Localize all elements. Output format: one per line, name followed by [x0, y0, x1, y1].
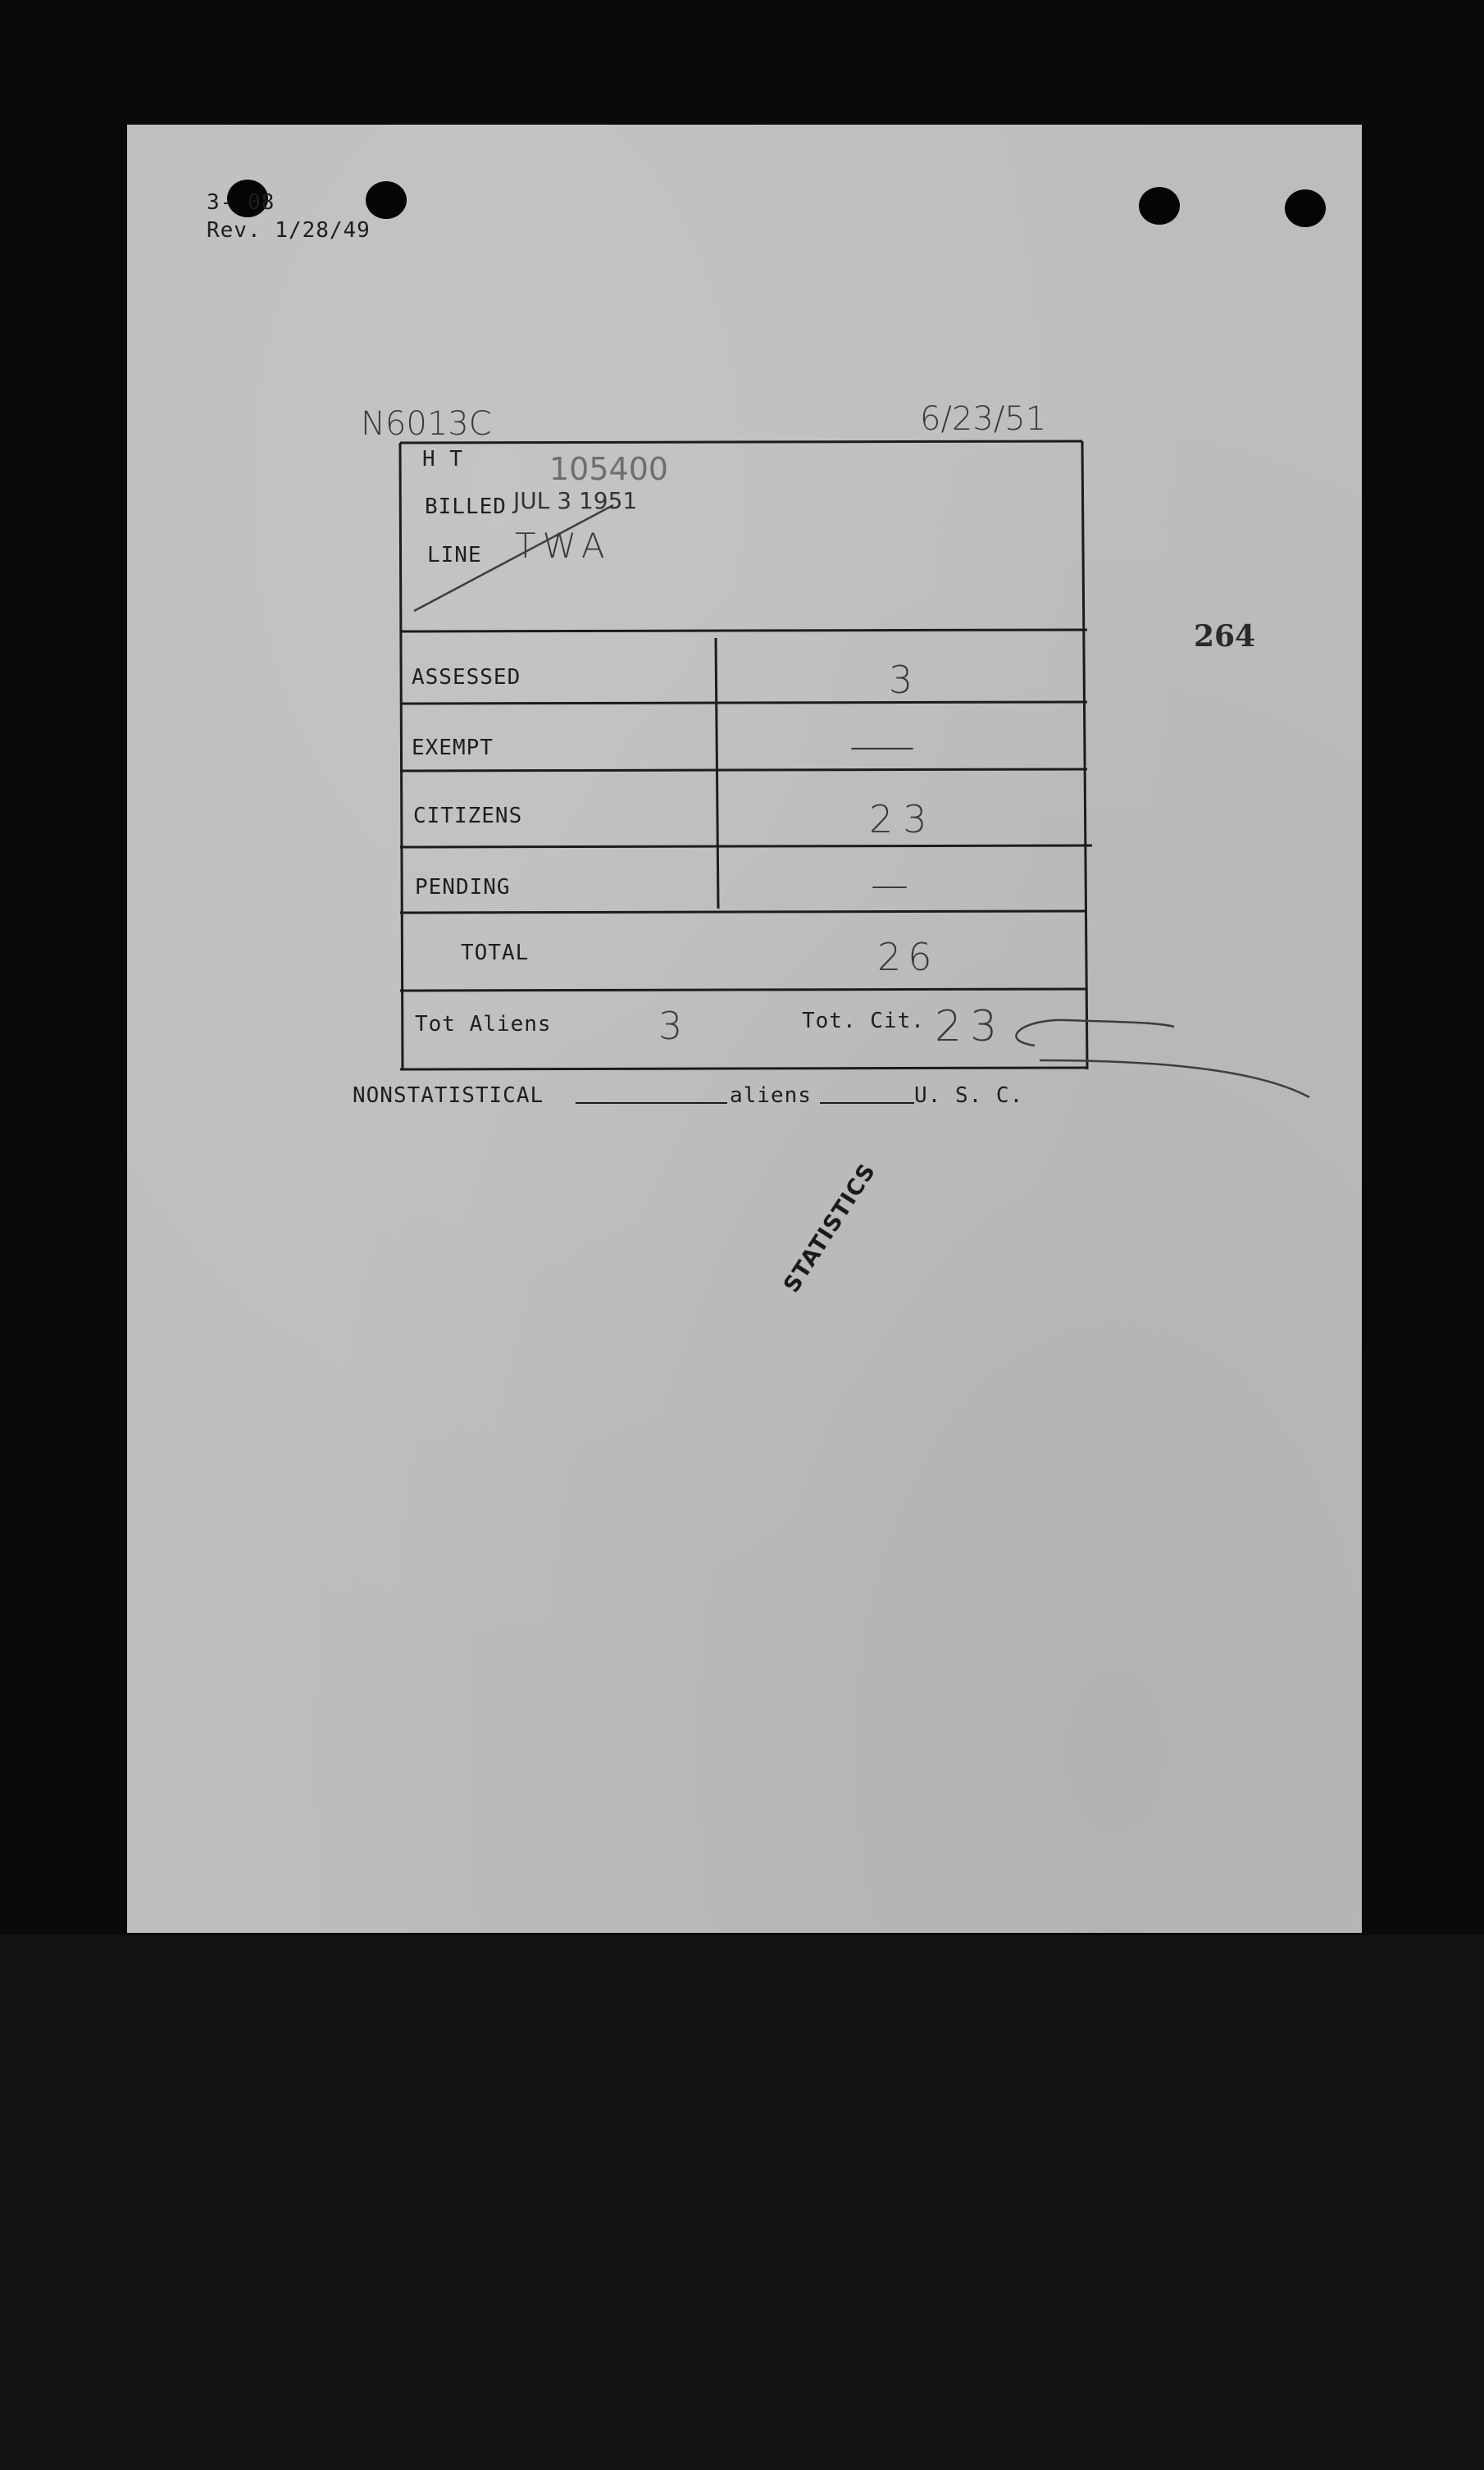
tot-aliens-value: 3: [658, 1004, 683, 1048]
statistics-stamp: STATISTICS: [779, 1159, 881, 1297]
row-divider: [400, 769, 1087, 771]
line-label: LINE: [427, 543, 482, 567]
row-label-citizens: CITIZENS: [413, 804, 523, 828]
table-border-top: [400, 441, 1082, 443]
row-value-assessed: 3: [889, 658, 913, 702]
page-number: 264: [1194, 619, 1256, 654]
row-divider: [400, 911, 1087, 913]
form-number: 3- 08: [207, 190, 275, 215]
tot-citizens-label: Tot. Cit.: [802, 1009, 925, 1033]
row-divider: [400, 845, 1092, 847]
stamped-number: 105400: [549, 451, 669, 487]
row-value-pending: —: [871, 863, 908, 907]
usc-label: U. S. C.: [914, 1083, 1024, 1108]
handwritten-date: 6/23/51: [920, 400, 1047, 438]
signature-mark: [1016, 1020, 1174, 1046]
aliens-label: aliens: [730, 1083, 812, 1108]
billed-date-stamp: JUL 3 1951: [513, 487, 638, 514]
aircraft-registration: N6013C: [361, 405, 492, 443]
row-value-exempt: —: [848, 722, 917, 771]
line-value: TWA: [515, 526, 612, 566]
row-divider: [400, 702, 1087, 704]
row-label-pending: PENDING: [415, 875, 511, 900]
table-border-bottom: [400, 1068, 1087, 1069]
ht-label: H T: [422, 447, 463, 472]
signature-tail: [1040, 1060, 1309, 1097]
form-revision: Rev. 1/28/49: [207, 218, 371, 243]
nonstatistical-label: NONSTATISTICAL: [353, 1083, 544, 1108]
row-label-assessed: ASSESSED: [412, 665, 521, 690]
row-divider: [400, 630, 1087, 631]
tot-citizens-value: 23: [935, 1002, 1006, 1051]
row-label-exempt: EXEMPT: [412, 736, 494, 760]
table-border-right: [1082, 441, 1087, 1069]
tot-aliens-label: Tot Aliens: [415, 1012, 552, 1037]
column-divider: [716, 638, 718, 909]
total-value: 26: [877, 935, 939, 979]
row-value-citizens: 23: [869, 797, 937, 841]
billed-label: BILLED: [425, 494, 507, 519]
row-divider: [400, 989, 1087, 991]
total-label: TOTAL: [461, 941, 530, 965]
table-border-left: [400, 443, 403, 1069]
